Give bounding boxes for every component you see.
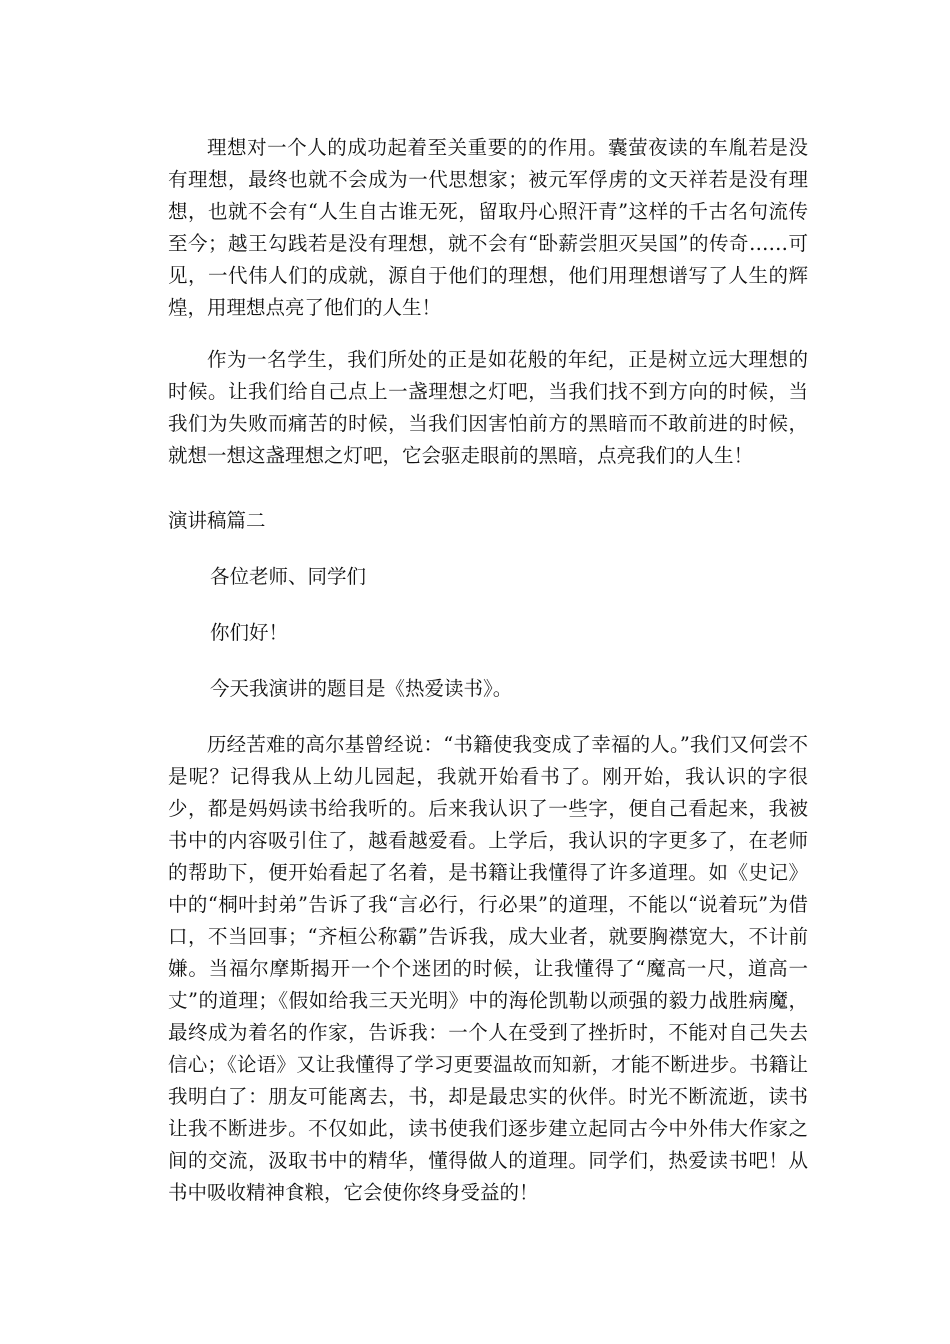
paragraph-ideals-history: 理想对一个人的成功起着至关重要的的作用。囊萤夜读的车胤若是没有理想，最终也就不会成为一代思想家；被元军俘虏的文天祥若是没有理想，也就不会有“人生自古谁无死，留取丹心照汗青”这样的千古名句流传至今；越王勾践若是没有理想，就不会有“卧薪尝胆灭吴国”的传奇……可见，一代伟人们的成就，源自于他们的理想，他们用理想谱写了人生的辉煌，用理想点亮了他们的人生！ xyxy=(168,136,808,319)
speech-topic: 今天我演讲的题目是《热爱读书》。 xyxy=(210,677,513,700)
section-title: 演讲稿篇二 xyxy=(168,509,266,532)
greeting: 你们好！ xyxy=(210,621,289,644)
paragraph-love-reading: 历经苦难的高尔基曾经说：“书籍使我变成了幸福的人。”我们又何尝不是呢？记得我从上幼儿园起，我就开始看书了。刚开始，我认识的字很少，都是妈妈读书给我听的。后来我认识了一些字，便自己看起来，我被书中的内容吸引住了，越看越爱看。上学后，我认识的字更多了，在老师的帮助下，便开始看起了名着，是书籍让我懂得了许多道理。如《史记》中的“桐叶封弟”告诉了我“言必行，行必果”的道理，不能以“说着玩”为借口，不当回事；“齐桓公称霸”告诉我，成大业者，就要胸襟宽大，不计前嫌。当福尔摩斯揭开一个个迷团的时候，让我懂得了“魔高一尺，道高一丈”的道理；《假如给我三天光明》中的海伦凯勒以顽强的毅力战胜病魔，最终成为着名的作家，告诉我：一个人在受到了挫折时，不能对自己失去信心；《论语》又让我懂得了学习更要温故而知新，才能不断进步。书籍让我明白了：朋友可能离去，书，却是最忠实的伙伴。时光不断流逝，读书让我不断进步。不仅如此，读书使我们逐步建立起同古今中外伟大作家之间的交流，汲取书中的精华，懂得做人的道理。同学们，热爱读书吧！从书中吸收精神食粮，它会使你终身受益的！ xyxy=(168,733,808,1204)
salutation: 各位老师、同学们 xyxy=(210,565,367,588)
paragraph-student-ideals: 作为一名学生，我们所处的正是如花般的年纪，正是树立远大理想的时候。让我们给自己点上一盏理想之灯吧，当我们找不到方向的时候，当我们为失败而痛苦的时候，当我们因害怕前方的黑暗而不敢前进的时候，就想一想这盏理想之灯吧，它会驱走眼前的黑暗，点亮我们的人生！ xyxy=(168,348,808,467)
